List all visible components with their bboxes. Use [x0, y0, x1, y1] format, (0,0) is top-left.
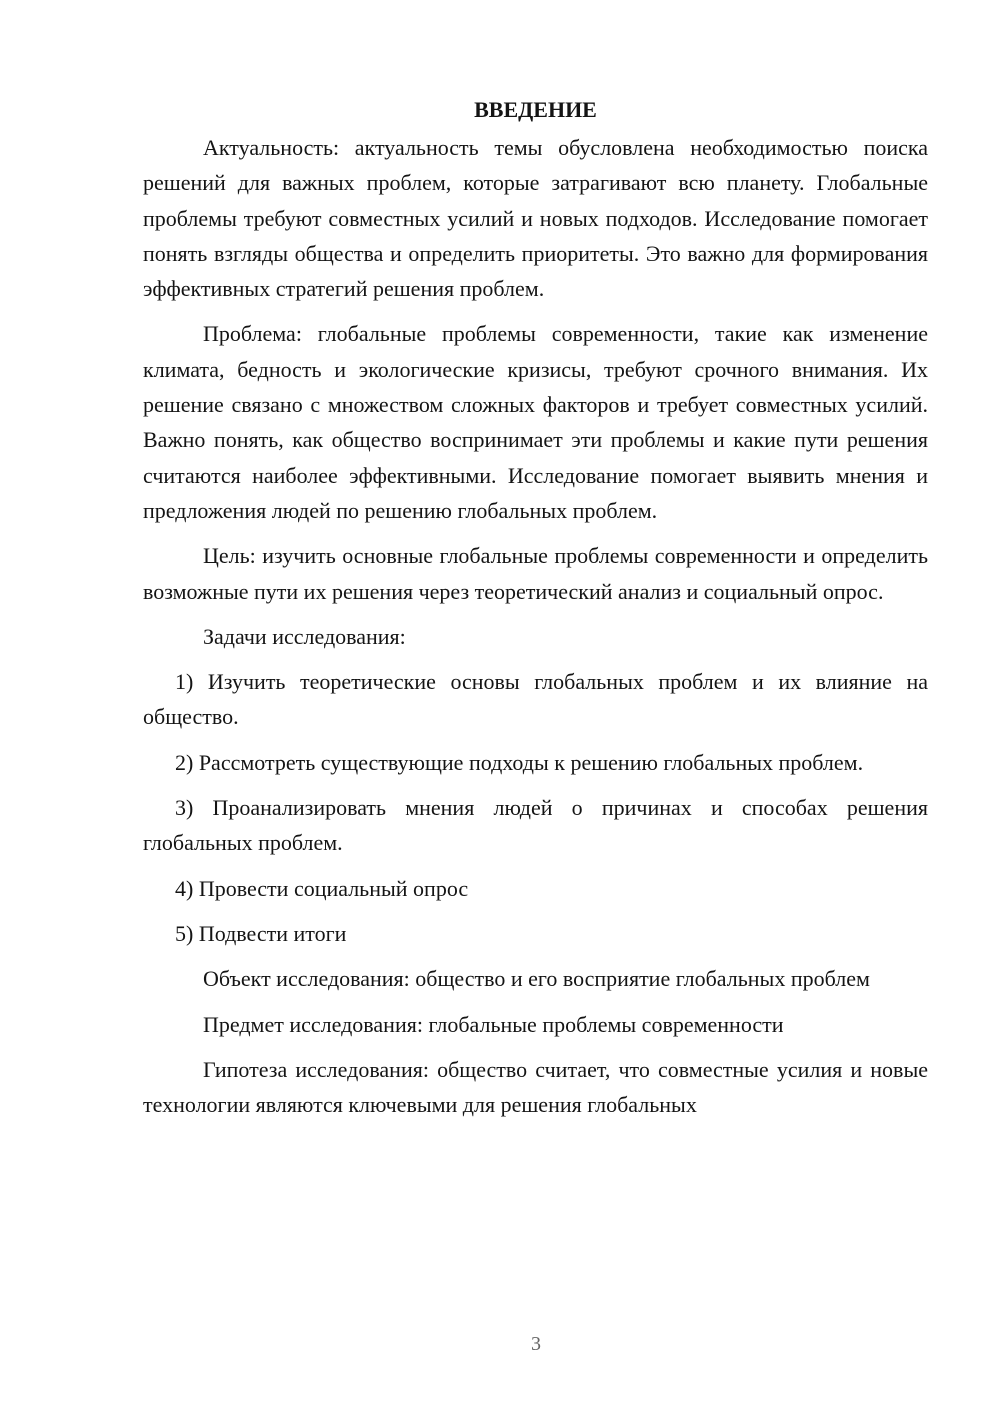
- document-page: [143, 92, 928, 1122]
- problem-paragraph: Проблема: глобальные проблемы современности, такие как изменение климата, бедность и экологические кризисы, требуют срочного внимания. Их решение связано с множеством сложных факторов и требует совместных усилий. Важно понять, как общество воспринимает эти проблемы и какие пути решения считаются наиболее эффективными. Исследование помогает выявить мнения и предложения людей по решению глобальных проблем.: [143, 321, 928, 523]
- hypothesis-paragraph: Гипотеза исследования: общество считает, что совместные усилия и новые технологии являются ключевыми для решения глобальных: [143, 1056, 928, 1118]
- task-item: 5) Подвести итоги: [175, 920, 347, 946]
- task-item: 2) Рассмотреть существующие подходы к решению глобальных проблем.: [175, 749, 864, 775]
- tasks-heading: Задачи исследования:: [203, 623, 406, 649]
- task-item: 3) Проанализировать мнения людей о причинах и способах решения глобальных проблем.: [143, 795, 928, 856]
- goal-paragraph: Цель: изучить основные глобальные проблемы современности и определить возможные пути их решения через теоретический анализ и социальный опрос.: [143, 543, 928, 604]
- research-subject-paragraph: Предмет исследования: глобальные проблемы современности: [203, 1011, 784, 1037]
- relevance-paragraph: Актуальность: актуальность темы обусловлена необходимостью поиска решений для важных проблем, которые затрагивают всю планету. Глобальные проблемы требуют совместных усилий и новых подходов. Исследование помогает понять взгляды общества и определить приоритеты. Это важно для формирования эффективных стратегий решения проблем.: [143, 135, 928, 302]
- research-object-paragraph: Объект исследования: общество и его восприятие глобальных проблем: [203, 966, 870, 992]
- task-item: 4) Провести социальный опрос: [175, 875, 469, 901]
- task-item: 1) Изучить теоретические основы глобальных проблем и их влияние на общество.: [143, 669, 928, 730]
- page-number: 3: [531, 1333, 541, 1355]
- section-title: ВВЕДЕНИЕ: [474, 97, 597, 122]
- tasks-list: [143, 664, 928, 951]
